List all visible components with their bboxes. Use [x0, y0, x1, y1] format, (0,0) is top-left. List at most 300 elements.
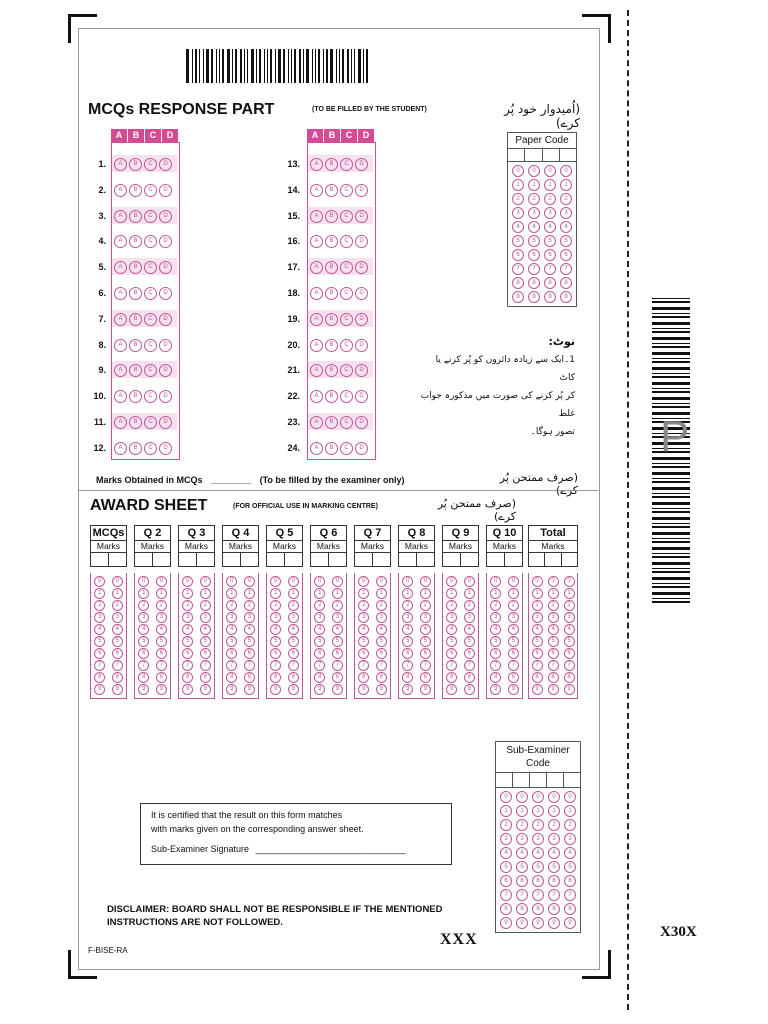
award-bubble[interactable]: 8 — [288, 672, 299, 683]
award-bubble[interactable]: 0 — [332, 576, 343, 587]
award-bubble[interactable]: 7 — [358, 660, 369, 671]
answer-bubble-c[interactable]: C — [144, 339, 157, 352]
award-bubble[interactable]: 0 — [314, 576, 325, 587]
answer-bubble-a[interactable]: A — [310, 416, 323, 429]
award-bubble[interactable]: 6 — [548, 648, 559, 659]
award-bubble[interactable]: 7 — [548, 660, 559, 671]
answer-bubble-c[interactable]: C — [340, 287, 353, 300]
award-bubble[interactable]: 4 — [376, 624, 387, 635]
answer-bubble-b[interactable]: B — [325, 184, 338, 197]
sub-examiner-code-bubble[interactable]: 8 — [516, 903, 528, 915]
award-bubble[interactable]: 8 — [402, 672, 413, 683]
award-bubble[interactable]: 6 — [314, 648, 325, 659]
sub-examiner-code-bubble[interactable]: 3 — [564, 833, 576, 845]
award-bubble[interactable]: 3 — [564, 612, 575, 623]
award-bubble[interactable]: 4 — [314, 624, 325, 635]
award-bubble[interactable]: 5 — [376, 636, 387, 647]
award-bubble[interactable]: 0 — [94, 576, 105, 587]
award-bubble[interactable]: 3 — [182, 612, 193, 623]
award-bubble[interactable]: 8 — [564, 672, 575, 683]
award-bubble[interactable]: 6 — [156, 648, 167, 659]
answer-bubble-b[interactable]: B — [129, 210, 142, 223]
award-bubble[interactable]: 9 — [446, 684, 457, 695]
sub-examiner-code-bubble[interactable]: 2 — [500, 819, 512, 831]
award-bubble[interactable]: 2 — [420, 600, 431, 611]
paper-code-bubble[interactable]: 0 — [528, 165, 540, 177]
award-bubble[interactable]: 6 — [182, 648, 193, 659]
award-bubble[interactable]: 2 — [156, 600, 167, 611]
award-bubble[interactable]: 8 — [446, 672, 457, 683]
award-bubble[interactable]: 2 — [288, 600, 299, 611]
award-bubble[interactable]: 2 — [564, 600, 575, 611]
award-bubble[interactable]: 4 — [508, 624, 519, 635]
award-bubble[interactable]: 0 — [446, 576, 457, 587]
answer-bubble-a[interactable]: A — [114, 416, 127, 429]
sub-examiner-code-bubble[interactable]: 6 — [516, 875, 528, 887]
answer-bubble-b[interactable]: B — [325, 339, 338, 352]
award-bubble[interactable]: 8 — [112, 672, 123, 683]
award-bubble[interactable]: 4 — [244, 624, 255, 635]
award-bubble[interactable]: 8 — [332, 672, 343, 683]
award-bubble[interactable]: 5 — [156, 636, 167, 647]
award-bubble[interactable]: 6 — [332, 648, 343, 659]
answer-bubble-a[interactable]: A — [114, 210, 127, 223]
award-bubble[interactable]: 3 — [358, 612, 369, 623]
award-bubble[interactable]: 1 — [226, 588, 237, 599]
award-bubble[interactable]: 4 — [548, 624, 559, 635]
answer-bubble-b[interactable]: B — [325, 364, 338, 377]
award-bubble[interactable]: 1 — [288, 588, 299, 599]
answer-bubble-c[interactable]: C — [340, 364, 353, 377]
award-bubble[interactable]: 1 — [490, 588, 501, 599]
answer-bubble-a[interactable]: A — [114, 339, 127, 352]
answer-bubble-c[interactable]: C — [144, 235, 157, 248]
award-bubble[interactable]: 3 — [420, 612, 431, 623]
answer-bubble-c[interactable]: C — [340, 442, 353, 455]
award-bubble[interactable]: 4 — [464, 624, 475, 635]
paper-code-bubble[interactable]: 5 — [544, 235, 556, 247]
award-bubble[interactable]: 5 — [548, 636, 559, 647]
award-bubble[interactable]: 8 — [270, 672, 281, 683]
award-bubble[interactable]: 4 — [402, 624, 413, 635]
award-bubble[interactable]: 9 — [288, 684, 299, 695]
award-bubble[interactable]: 4 — [564, 624, 575, 635]
answer-bubble-b[interactable]: B — [129, 313, 142, 326]
award-bubble[interactable]: 3 — [548, 612, 559, 623]
answer-bubble-b[interactable]: B — [325, 261, 338, 274]
award-bubble[interactable]: 1 — [270, 588, 281, 599]
paper-code-bubble[interactable]: 6 — [544, 249, 556, 261]
award-bubble[interactable]: 3 — [532, 612, 543, 623]
award-bubble[interactable]: 0 — [226, 576, 237, 587]
award-bubble[interactable]: 0 — [402, 576, 413, 587]
award-bubble[interactable]: 5 — [200, 636, 211, 647]
answer-bubble-a[interactable]: A — [310, 390, 323, 403]
award-bubble[interactable]: 2 — [332, 600, 343, 611]
award-bubble[interactable]: 3 — [156, 612, 167, 623]
answer-bubble-a[interactable]: A — [114, 442, 127, 455]
sub-examiner-code-bubble[interactable]: 1 — [532, 805, 544, 817]
paper-code-entry[interactable] — [508, 149, 576, 162]
award-bubble[interactable]: 5 — [420, 636, 431, 647]
award-bubble[interactable]: 3 — [226, 612, 237, 623]
answer-bubble-d[interactable]: D — [159, 442, 172, 455]
award-bubble[interactable]: 2 — [508, 600, 519, 611]
sub-examiner-code-bubble[interactable]: 2 — [532, 819, 544, 831]
answer-bubble-a[interactable]: A — [310, 158, 323, 171]
signature-field[interactable]: ______________________________ — [255, 844, 406, 854]
sub-examiner-code-bubble[interactable]: 2 — [548, 819, 560, 831]
award-bubble[interactable]: 9 — [532, 684, 543, 695]
award-bubble[interactable]: 3 — [490, 612, 501, 623]
answer-bubble-c[interactable]: C — [144, 364, 157, 377]
award-bubble[interactable]: 0 — [532, 576, 543, 587]
award-bubble[interactable]: 6 — [402, 648, 413, 659]
award-bubble[interactable]: 5 — [112, 636, 123, 647]
sub-examiner-code-bubble[interactable]: 4 — [548, 847, 560, 859]
paper-code-bubble[interactable]: 7 — [560, 263, 572, 275]
award-bubble[interactable]: 5 — [244, 636, 255, 647]
award-bubble[interactable]: 0 — [112, 576, 123, 587]
award-bubble[interactable]: 0 — [548, 576, 559, 587]
award-bubble[interactable]: 7 — [244, 660, 255, 671]
award-bubble[interactable]: 5 — [226, 636, 237, 647]
paper-code-bubble[interactable]: 2 — [512, 193, 524, 205]
sub-examiner-code-bubble[interactable]: 3 — [500, 833, 512, 845]
sub-examiner-code-bubble[interactable]: 7 — [516, 889, 528, 901]
award-bubble[interactable]: 4 — [490, 624, 501, 635]
award-bubble[interactable]: 7 — [314, 660, 325, 671]
award-bubble[interactable]: 5 — [490, 636, 501, 647]
answer-bubble-b[interactable]: B — [325, 416, 338, 429]
sub-examiner-code-bubble[interactable]: 8 — [500, 903, 512, 915]
paper-code-bubble[interactable]: 8 — [512, 277, 524, 289]
answer-bubble-d[interactable]: D — [159, 287, 172, 300]
answer-bubble-c[interactable]: C — [340, 235, 353, 248]
sub-examiner-code-bubble[interactable]: 8 — [564, 903, 576, 915]
answer-bubble-a[interactable]: A — [310, 184, 323, 197]
award-bubble[interactable]: 2 — [270, 600, 281, 611]
paper-code-bubble[interactable]: 9 — [560, 291, 572, 303]
award-bubble[interactable]: 8 — [156, 672, 167, 683]
award-marks-entry[interactable] — [528, 553, 578, 567]
answer-bubble-d[interactable]: D — [355, 184, 368, 197]
answer-bubble-c[interactable]: C — [340, 313, 353, 326]
paper-code-bubble[interactable]: 9 — [512, 291, 524, 303]
sub-examiner-code-bubble[interactable]: 6 — [532, 875, 544, 887]
award-bubble[interactable]: 0 — [508, 576, 519, 587]
award-bubble[interactable]: 2 — [314, 600, 325, 611]
award-bubble[interactable]: 0 — [564, 576, 575, 587]
answer-bubble-b[interactable]: B — [129, 442, 142, 455]
answer-bubble-d[interactable]: D — [355, 364, 368, 377]
award-bubble[interactable]: 7 — [376, 660, 387, 671]
answer-bubble-c[interactable]: C — [144, 287, 157, 300]
answer-bubble-a[interactable]: A — [114, 261, 127, 274]
award-bubble[interactable]: 8 — [314, 672, 325, 683]
award-marks-entry[interactable] — [442, 553, 479, 567]
award-bubble[interactable]: 3 — [314, 612, 325, 623]
award-marks-entry[interactable] — [486, 553, 523, 567]
sub-examiner-code-bubble[interactable]: 4 — [532, 847, 544, 859]
award-bubble[interactable]: 4 — [182, 624, 193, 635]
award-bubble[interactable]: 2 — [200, 600, 211, 611]
sub-examiner-code-bubble[interactable]: 1 — [564, 805, 576, 817]
award-bubble[interactable]: 8 — [244, 672, 255, 683]
award-bubble[interactable]: 0 — [464, 576, 475, 587]
answer-bubble-b[interactable]: B — [325, 210, 338, 223]
award-bubble[interactable]: 9 — [138, 684, 149, 695]
award-bubble[interactable]: 3 — [402, 612, 413, 623]
award-bubble[interactable]: 3 — [270, 612, 281, 623]
award-bubble[interactable]: 9 — [564, 684, 575, 695]
paper-code-bubble[interactable]: 4 — [512, 221, 524, 233]
award-bubble[interactable]: 2 — [94, 600, 105, 611]
award-bubble[interactable]: 4 — [532, 624, 543, 635]
sub-examiner-code-bubble[interactable]: 0 — [500, 791, 512, 803]
award-bubble[interactable]: 8 — [358, 672, 369, 683]
answer-bubble-b[interactable]: B — [325, 287, 338, 300]
award-marks-entry[interactable] — [354, 553, 391, 567]
answer-bubble-c[interactable]: C — [144, 442, 157, 455]
answer-bubble-c[interactable]: C — [340, 390, 353, 403]
sub-examiner-code-bubble[interactable]: 2 — [516, 819, 528, 831]
paper-code-bubble[interactable]: 2 — [544, 193, 556, 205]
sub-examiner-code-bubble[interactable]: 4 — [564, 847, 576, 859]
award-bubble[interactable]: 5 — [464, 636, 475, 647]
sub-examiner-code-bubble[interactable]: 4 — [516, 847, 528, 859]
award-bubble[interactable]: 8 — [200, 672, 211, 683]
award-marks-entry[interactable] — [134, 553, 171, 567]
answer-bubble-c[interactable]: C — [144, 416, 157, 429]
answer-bubble-d[interactable]: D — [355, 442, 368, 455]
award-bubble[interactable]: 9 — [94, 684, 105, 695]
award-bubble[interactable]: 7 — [138, 660, 149, 671]
sub-examiner-code-bubble[interactable]: 0 — [516, 791, 528, 803]
answer-bubble-b[interactable]: B — [129, 261, 142, 274]
award-bubble[interactable]: 2 — [446, 600, 457, 611]
award-bubble[interactable]: 3 — [112, 612, 123, 623]
award-bubble[interactable]: 1 — [508, 588, 519, 599]
answer-bubble-b[interactable]: B — [129, 364, 142, 377]
award-bubble[interactable]: 2 — [112, 600, 123, 611]
award-bubble[interactable]: 2 — [244, 600, 255, 611]
award-bubble[interactable]: 9 — [156, 684, 167, 695]
sub-examiner-code-bubble[interactable]: 1 — [548, 805, 560, 817]
award-bubble[interactable]: 7 — [564, 660, 575, 671]
award-bubble[interactable]: 6 — [200, 648, 211, 659]
award-marks-entry[interactable] — [398, 553, 435, 567]
award-bubble[interactable]: 8 — [548, 672, 559, 683]
answer-bubble-d[interactable]: D — [159, 313, 172, 326]
answer-bubble-a[interactable]: A — [114, 158, 127, 171]
award-bubble[interactable]: 1 — [94, 588, 105, 599]
award-bubble[interactable]: 9 — [244, 684, 255, 695]
award-bubble[interactable]: 8 — [182, 672, 193, 683]
award-bubble[interactable]: 7 — [156, 660, 167, 671]
paper-code-bubble[interactable]: 5 — [560, 235, 572, 247]
answer-bubble-d[interactable]: D — [159, 416, 172, 429]
paper-code-bubble[interactable]: 3 — [544, 207, 556, 219]
award-bubble[interactable]: 7 — [332, 660, 343, 671]
award-bubble[interactable]: 1 — [112, 588, 123, 599]
answer-bubble-c[interactable]: C — [144, 210, 157, 223]
paper-code-bubble[interactable]: 8 — [560, 277, 572, 289]
answer-bubble-a[interactable]: A — [310, 261, 323, 274]
award-bubble[interactable]: 9 — [358, 684, 369, 695]
award-bubble[interactable]: 5 — [446, 636, 457, 647]
award-bubble[interactable]: 5 — [182, 636, 193, 647]
award-bubble[interactable]: 9 — [200, 684, 211, 695]
award-bubble[interactable]: 5 — [270, 636, 281, 647]
sub-examiner-code-bubble[interactable]: 5 — [548, 861, 560, 873]
sub-examiner-code-entry[interactable] — [496, 773, 580, 788]
award-bubble[interactable]: 4 — [94, 624, 105, 635]
sub-examiner-code-bubble[interactable]: 0 — [564, 791, 576, 803]
award-bubble[interactable]: 8 — [532, 672, 543, 683]
award-bubble[interactable]: 7 — [288, 660, 299, 671]
award-bubble[interactable]: 3 — [508, 612, 519, 623]
award-bubble[interactable]: 7 — [446, 660, 457, 671]
sub-examiner-code-bubble[interactable]: 3 — [532, 833, 544, 845]
answer-bubble-a[interactable]: A — [114, 184, 127, 197]
answer-bubble-b[interactable]: B — [325, 390, 338, 403]
paper-code-bubble[interactable]: 4 — [560, 221, 572, 233]
award-bubble[interactable]: 9 — [314, 684, 325, 695]
award-bubble[interactable]: 6 — [288, 648, 299, 659]
award-bubble[interactable]: 3 — [200, 612, 211, 623]
answer-bubble-d[interactable]: D — [355, 287, 368, 300]
award-bubble[interactable]: 7 — [200, 660, 211, 671]
answer-bubble-d[interactable]: D — [159, 364, 172, 377]
award-bubble[interactable]: 9 — [112, 684, 123, 695]
award-bubble[interactable]: 6 — [358, 648, 369, 659]
paper-code-bubble[interactable]: 7 — [544, 263, 556, 275]
answer-bubble-d[interactable]: D — [355, 235, 368, 248]
award-bubble[interactable]: 6 — [508, 648, 519, 659]
award-bubble[interactable]: 1 — [402, 588, 413, 599]
award-bubble[interactable]: 5 — [94, 636, 105, 647]
award-bubble[interactable]: 0 — [420, 576, 431, 587]
answer-bubble-c[interactable]: C — [340, 339, 353, 352]
answer-bubble-a[interactable]: A — [310, 339, 323, 352]
award-bubble[interactable]: 0 — [182, 576, 193, 587]
award-bubble[interactable]: 6 — [490, 648, 501, 659]
answer-bubble-c[interactable]: C — [340, 416, 353, 429]
award-bubble[interactable]: 5 — [314, 636, 325, 647]
award-bubble[interactable]: 1 — [332, 588, 343, 599]
award-bubble[interactable]: 5 — [138, 636, 149, 647]
answer-bubble-c[interactable]: C — [340, 261, 353, 274]
award-bubble[interactable]: 6 — [270, 648, 281, 659]
answer-bubble-a[interactable]: A — [114, 364, 127, 377]
award-marks-entry[interactable] — [310, 553, 347, 567]
answer-bubble-b[interactable]: B — [325, 313, 338, 326]
award-bubble[interactable]: 1 — [156, 588, 167, 599]
sub-examiner-code-bubble[interactable]: 9 — [500, 917, 512, 929]
sub-examiner-code-bubble[interactable]: 0 — [548, 791, 560, 803]
answer-bubble-d[interactable]: D — [355, 261, 368, 274]
sub-examiner-code-bubble[interactable]: 5 — [500, 861, 512, 873]
award-bubble[interactable]: 2 — [490, 600, 501, 611]
award-bubble[interactable]: 1 — [420, 588, 431, 599]
award-bubble[interactable]: 2 — [138, 600, 149, 611]
sub-examiner-code-bubble[interactable]: 9 — [564, 917, 576, 929]
award-bubble[interactable]: 1 — [200, 588, 211, 599]
answer-bubble-c[interactable]: C — [340, 210, 353, 223]
award-bubble[interactable]: 5 — [358, 636, 369, 647]
award-bubble[interactable]: 0 — [288, 576, 299, 587]
answer-bubble-a[interactable]: A — [114, 390, 127, 403]
answer-bubble-a[interactable]: A — [310, 210, 323, 223]
paper-code-bubble[interactable]: 1 — [560, 179, 572, 191]
award-bubble[interactable]: 7 — [490, 660, 501, 671]
award-bubble[interactable]: 4 — [420, 624, 431, 635]
award-bubble[interactable]: 5 — [402, 636, 413, 647]
award-bubble[interactable]: 8 — [376, 672, 387, 683]
sub-examiner-code-bubble[interactable]: 5 — [516, 861, 528, 873]
answer-bubble-a[interactable]: A — [310, 442, 323, 455]
answer-bubble-d[interactable]: D — [355, 313, 368, 326]
sub-examiner-code-bubble[interactable]: 7 — [532, 889, 544, 901]
sub-examiner-code-bubble[interactable]: 5 — [532, 861, 544, 873]
sub-examiner-code-bubble[interactable]: 6 — [564, 875, 576, 887]
paper-code-bubble[interactable]: 0 — [544, 165, 556, 177]
sub-examiner-code-bubble[interactable]: 9 — [516, 917, 528, 929]
paper-code-bubble[interactable]: 5 — [512, 235, 524, 247]
award-bubble[interactable]: 9 — [376, 684, 387, 695]
sub-examiner-code-bubble[interactable]: 6 — [548, 875, 560, 887]
sub-examiner-code-bubble[interactable]: 7 — [500, 889, 512, 901]
answer-bubble-a[interactable]: A — [310, 364, 323, 377]
answer-bubble-b[interactable]: B — [325, 235, 338, 248]
award-bubble[interactable]: 4 — [332, 624, 343, 635]
award-bubble[interactable]: 0 — [270, 576, 281, 587]
answer-bubble-b[interactable]: B — [129, 235, 142, 248]
award-bubble[interactable]: 8 — [490, 672, 501, 683]
award-bubble[interactable]: 7 — [402, 660, 413, 671]
award-bubble[interactable]: 2 — [548, 600, 559, 611]
award-bubble[interactable]: 5 — [532, 636, 543, 647]
sub-examiner-code-bubble[interactable]: 8 — [532, 903, 544, 915]
answer-bubble-d[interactable]: D — [355, 339, 368, 352]
sub-examiner-code-bubble[interactable]: 3 — [548, 833, 560, 845]
award-bubble[interactable]: 5 — [508, 636, 519, 647]
answer-bubble-d[interactable]: D — [159, 339, 172, 352]
award-bubble[interactable]: 4 — [288, 624, 299, 635]
award-marks-entry[interactable] — [178, 553, 215, 567]
paper-code-bubble[interactable]: 8 — [544, 277, 556, 289]
award-bubble[interactable]: 8 — [420, 672, 431, 683]
answer-bubble-c[interactable]: C — [340, 184, 353, 197]
answer-bubble-b[interactable]: B — [129, 416, 142, 429]
award-bubble[interactable]: 7 — [112, 660, 123, 671]
award-bubble[interactable]: 0 — [138, 576, 149, 587]
award-bubble[interactable]: 7 — [226, 660, 237, 671]
answer-bubble-c[interactable]: C — [144, 390, 157, 403]
award-bubble[interactable]: 9 — [332, 684, 343, 695]
paper-code-bubble[interactable]: 6 — [528, 249, 540, 261]
answer-bubble-b[interactable]: B — [129, 184, 142, 197]
answer-bubble-d[interactable]: D — [159, 235, 172, 248]
paper-code-bubble[interactable]: 9 — [544, 291, 556, 303]
award-bubble[interactable]: 9 — [420, 684, 431, 695]
award-bubble[interactable]: 6 — [376, 648, 387, 659]
sub-examiner-code-bubble[interactable]: 0 — [532, 791, 544, 803]
answer-bubble-a[interactable]: A — [310, 235, 323, 248]
award-bubble[interactable]: 1 — [244, 588, 255, 599]
award-bubble[interactable]: 0 — [200, 576, 211, 587]
